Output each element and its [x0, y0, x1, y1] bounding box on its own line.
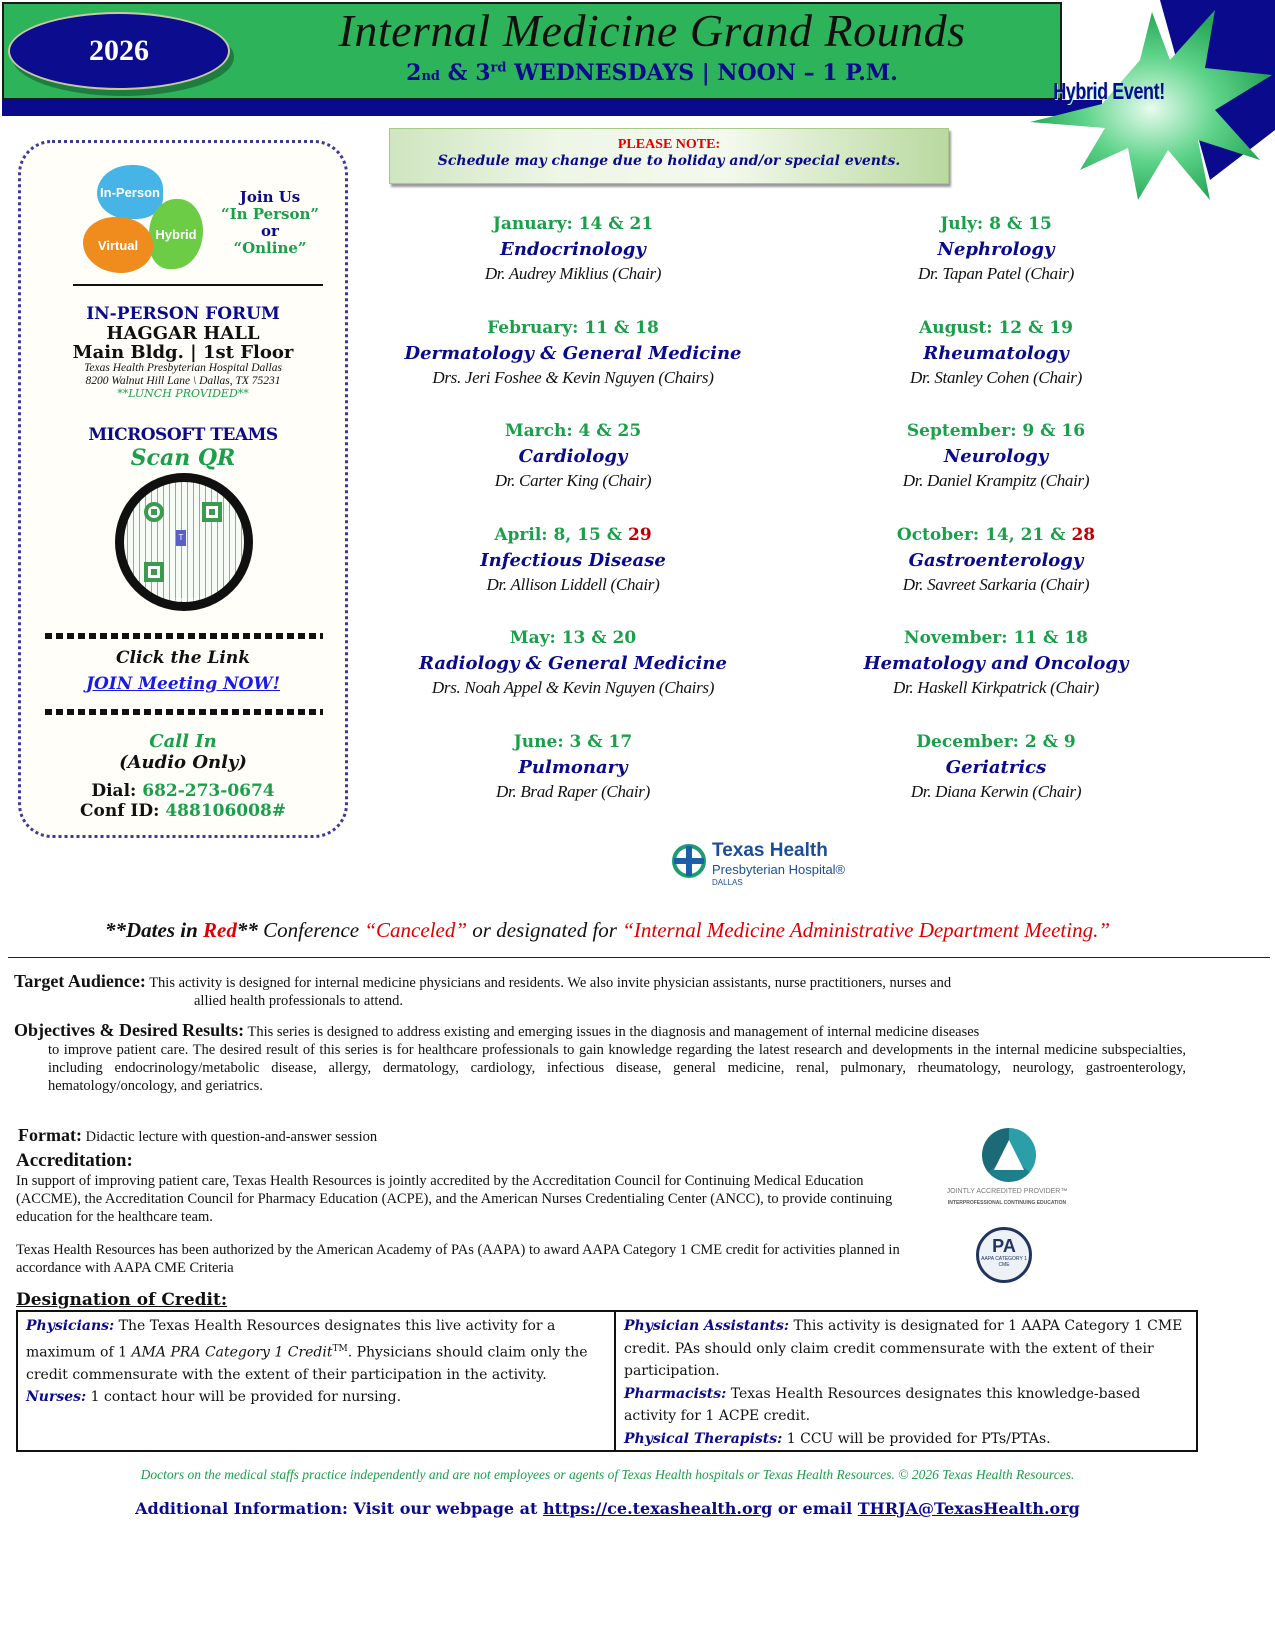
- dial-number[interactable]: 682-273-0674: [142, 781, 275, 801]
- credit-table: [16, 1310, 1198, 1452]
- note-label: PLEASE NOTE:: [617, 137, 721, 152]
- qr-finder-icon: [144, 502, 164, 522]
- forum-title: IN-PERSON FORUM: [86, 304, 280, 324]
- page-title: Internal Medicine Grand Rounds: [338, 5, 966, 56]
- qr-finder-icon: [144, 562, 164, 582]
- event-topic: Endocrinology: [500, 239, 646, 260]
- dial-info: [21, 781, 345, 821]
- join-us-text: [217, 189, 323, 257]
- section-text: Didactic lecture with question-and-answer session: [81, 1129, 378, 1145]
- event-topic: Radiology & General Medicine: [419, 653, 727, 675]
- section-text: allied health professionals to attend.: [194, 993, 403, 1009]
- event-topic: Gastroenterology: [908, 549, 1084, 571]
- event-chair: Dr. Daniel Krampitz (Chair): [902, 471, 1090, 491]
- section-text: Texas Health Resources has been authorized by the American Academy of PAs (AAPA) to award AAPA Category 1 CME credit for activities planned in accordance with AAPA CME Criteria: [16, 1242, 900, 1276]
- event-date: March: 4 & 25: [504, 421, 642, 442]
- lunch-provided: **LUNCH PROVIDED**: [117, 387, 249, 400]
- join-line3: or: [261, 222, 279, 240]
- join-meeting-link[interactable]: JOIN Meeting NOW!: [85, 674, 281, 694]
- schedule-item: [835, 316, 1157, 420]
- event-topic: Dermatology & General Medicine: [404, 342, 742, 364]
- horizontal-rule: [8, 957, 1270, 958]
- page-subtitle: [232, 60, 1072, 86]
- schedule-item: [388, 316, 758, 420]
- event-topic: Infectious Disease: [480, 549, 666, 571]
- logo-line2: Presbyterian Hospital®: [712, 862, 846, 877]
- event-chair: Dr. Allison Liddell (Chair): [486, 574, 660, 594]
- schedule-item: [835, 523, 1157, 627]
- logo-line1: Texas Health: [712, 840, 828, 861]
- logo-in-person: In-Person: [97, 165, 163, 219]
- schedule-item: [835, 419, 1157, 523]
- schedule-item: [835, 730, 1157, 834]
- teams-logo-icon: T: [176, 530, 186, 546]
- triangle-icon: [994, 1140, 1024, 1170]
- event-chair: Dr. Haskell Kirkpatrick (Chair): [892, 678, 1099, 698]
- event-chair: Drs. Jeri Foshee & Kevin Nguyen (Chairs): [432, 367, 714, 387]
- section-heading: Objectives & Desired Results:: [14, 1020, 245, 1040]
- audio-only-label: (Audio Only): [119, 752, 247, 773]
- teams-title: MICROSOFT TEAMS: [88, 425, 278, 445]
- email-link[interactable]: THRJA@TexasHealth.org: [857, 1499, 1080, 1518]
- hybrid-event-badge: Hybrid Event!: [1053, 78, 1165, 104]
- event-chair: Dr. Savreet Sarkaria (Chair): [902, 574, 1090, 594]
- section-text: This activity is designed for internal medicine physicians and residents. We also invite physician assistants, nurse practitioners, nurses and: [145, 975, 952, 991]
- call-in-section: [21, 731, 345, 773]
- schedule-item: [835, 626, 1157, 730]
- banner-blue-bar: [2, 100, 1102, 116]
- jointly-accredited-logo: [942, 1120, 1072, 1215]
- website-link[interactable]: https://ce.texashealth.org: [542, 1499, 773, 1518]
- subtitle-ord1: 2: [406, 60, 422, 86]
- logo-line3: DALLAS: [712, 878, 743, 887]
- event-date: September: 9 & 16: [906, 421, 1086, 442]
- event-chair: Dr. Carter King (Chair): [494, 471, 652, 491]
- schedule-item: [388, 626, 758, 730]
- credit-cell-left: Physicians: The Texas Health Resources designates this live activity for a maximum of 1 AMA PRA Category 1 Credit™. Physicians should claim only the credit commensurate with the extent of their participation in the activity. Nurses: 1 contact hour will be provided for nursing.: [18, 1312, 616, 1450]
- call-in-label: Call In: [149, 731, 217, 752]
- designation-heading: Designation of Credit:: [16, 1290, 228, 1310]
- schedule-right-column: [835, 212, 1157, 834]
- schedule-item: [388, 730, 758, 834]
- event-chair: Drs. Noah Appel & Kevin Nguyen (Chairs): [431, 678, 715, 698]
- logo-hybrid: Hybrid: [149, 199, 203, 269]
- logo-text: PA: [992, 1236, 1016, 1256]
- in-person-forum: [21, 305, 345, 400]
- physicians-label: Physicians:: [26, 1318, 115, 1334]
- dotted-divider: [45, 633, 323, 639]
- aapa-logo: [976, 1227, 1032, 1283]
- event-date: May: 13 & 20: [509, 628, 637, 649]
- section-heading: Format:: [18, 1125, 82, 1145]
- event-chair: Dr. Diana Kerwin (Chair): [910, 781, 1082, 801]
- section-text: In support of improving patient care, Texas Health Resources is jointly accredited by the Accreditation Council for Continuing Medical Education (ACCME), the Accreditation Council for Pharmacy Education (ACPE), and the American Nurses Credentialing Center (ANCC), to provide continuing education for the healthcare team.: [16, 1173, 893, 1225]
- logo-text: JOINTLY ACCREDITED PROVIDER™: [946, 1188, 1068, 1195]
- objectives: [14, 1021, 1186, 1095]
- divider: [73, 284, 323, 286]
- event-date: April: 8, 15 & 29: [494, 524, 652, 545]
- pa-label: Physician Assistants:: [624, 1318, 790, 1334]
- qr-finder-icon: [202, 502, 222, 522]
- section-heading: Accreditation:: [16, 1150, 133, 1171]
- event-date: February: 11 & 18: [487, 317, 659, 338]
- event-topic: Rheumatology: [923, 342, 1069, 364]
- schedule-item: [388, 212, 758, 316]
- event-topic: Pulmonary: [518, 756, 628, 778]
- qr-caption: SCAN ME: [172, 598, 196, 604]
- texas-health-cross-icon: [672, 844, 706, 878]
- credit-cell-right: Physician Assistants: This activity is designated for 1 AAPA Category 1 CME credit. PAs should only claim credit commensurate with the extent of their participation. Pharmacists: Texas Health Resources designates this knowledge-based activity for 1 ACPE credit. Physical Therapists: 1 CCU will be provided for PTs/PTAs.: [624, 1318, 1183, 1447]
- section-text: to improve patient care. The desired result of this series is for healthcare professionals to gain knowledge regarding the latest research and developments in the internal medicine subspecialties, including endocrinology/metabolic disease, allergy, dermatology, cardiology, infectious disease, general medicine, renal, pulmonary, rheumatology, neurology, gastroenterology, hematology/oncology, and geriatrics.: [48, 1042, 1186, 1094]
- conf-id: 488106008#: [165, 801, 287, 821]
- nurses-label: Nurses:: [26, 1389, 87, 1406]
- schedule-item: [388, 419, 758, 523]
- schedule-item: [388, 523, 758, 627]
- subtitle-amp: & 3: [440, 60, 491, 86]
- section-text: This series is designed to address existing and emerging issues in the diagnosis and management of internal medicine diseases: [244, 1024, 980, 1040]
- event-chair: Dr. Tapan Patel (Chair): [918, 264, 1074, 283]
- forum-building: Main Bldg. | 1st Floor: [72, 342, 294, 363]
- dial-label: Dial:: [91, 781, 143, 801]
- subtitle-rest: WEDNESDAYS | NOON – 1 P.M.: [506, 60, 898, 86]
- target-audience: [14, 972, 1194, 1010]
- event-chair: Dr. Stanley Cohen (Chair): [910, 367, 1082, 387]
- event-date: June: 3 & 17: [513, 731, 633, 752]
- logo-text: INTERPROFESSIONAL CONTINUING EDUCATION: [947, 1200, 1067, 1206]
- year-badge: [8, 12, 230, 90]
- logo-text: AAPA CATEGORY 1 CME: [981, 1256, 1027, 1268]
- event-topic: Hematology and Oncology: [863, 653, 1129, 675]
- schedule-left-column: [388, 212, 758, 834]
- conf-label: Conf ID:: [79, 801, 166, 821]
- event-date: December: 2 & 9: [916, 731, 1076, 752]
- forum-address: 8200 Walnut Hill Lane \ Dallas, TX 75231: [85, 375, 281, 387]
- join-line2: “In Person”: [220, 205, 320, 223]
- teams-section: [21, 425, 345, 471]
- red-dates-note: **Dates in Red** Conference “Canceled” or designated for “Internal Medicine Administrative Department Meeting.”: [105, 918, 1110, 942]
- subtitle-ord1-suffix: nd: [421, 69, 441, 84]
- event-topic: Neurology: [943, 446, 1049, 468]
- note-text: Schedule may change due to holiday and/or special events.: [437, 153, 901, 169]
- format: [18, 1126, 718, 1146]
- event-topic: Cardiology: [518, 446, 628, 468]
- event-topic: Nephrology: [937, 239, 1055, 260]
- event-topic: Geriatrics: [945, 756, 1047, 778]
- accreditation: [16, 1152, 896, 1226]
- event-date: January: 14 & 21: [492, 214, 654, 234]
- forum-hall: HAGGAR HALL: [106, 323, 260, 344]
- disclaimer: Doctors on the medical staffs practice independently and are not employees or agents of Texas Health hospitals or Texas Health Resources. © 2026 Texas Health Resources.: [140, 1467, 1075, 1482]
- pharmacists-label: Pharmacists:: [624, 1385, 727, 1402]
- sidebar-panel: [18, 140, 348, 838]
- aapa-authorization: [16, 1241, 936, 1277]
- year-text: 2026: [89, 34, 149, 67]
- texas-health-logo: [672, 840, 872, 890]
- join-line1: Join Us: [239, 188, 301, 206]
- additional-info: Additional Information: Visit our webpage at https://ce.texashealth.org or email THRJA@TexasHealth.org: [135, 1499, 1080, 1518]
- pt-label: Physical Therapists:: [624, 1430, 783, 1447]
- section-heading: Target Audience:: [14, 971, 146, 991]
- hybrid-logo: [83, 163, 201, 275]
- event-chair: Dr. Brad Raper (Chair): [496, 781, 650, 801]
- event-date: October: 14, 21 & 28: [896, 524, 1096, 545]
- logo-virtual: Virtual: [83, 217, 153, 273]
- join-line4: “Online”: [233, 239, 307, 257]
- event-date: November: 11 & 18: [904, 628, 1088, 649]
- schedule-item: [835, 212, 1157, 316]
- dotted-divider: [45, 709, 323, 715]
- click-link-label: Click the Link: [116, 648, 250, 668]
- qr-code[interactable]: [115, 473, 253, 611]
- event-chair: Dr. Audrey Miklius (Chair): [484, 264, 662, 283]
- scan-qr-label: Scan QR: [130, 445, 236, 471]
- subtitle-ord2-suffix: rd: [490, 60, 507, 76]
- schedule-note: [389, 128, 949, 184]
- header-banner: [0, 0, 1275, 118]
- event-date: July: 8 & 15: [940, 214, 1052, 234]
- event-date: August: 12 & 19: [919, 317, 1073, 338]
- forum-hospital: Texas Health Presbyterian Hospital Dallas: [84, 362, 282, 374]
